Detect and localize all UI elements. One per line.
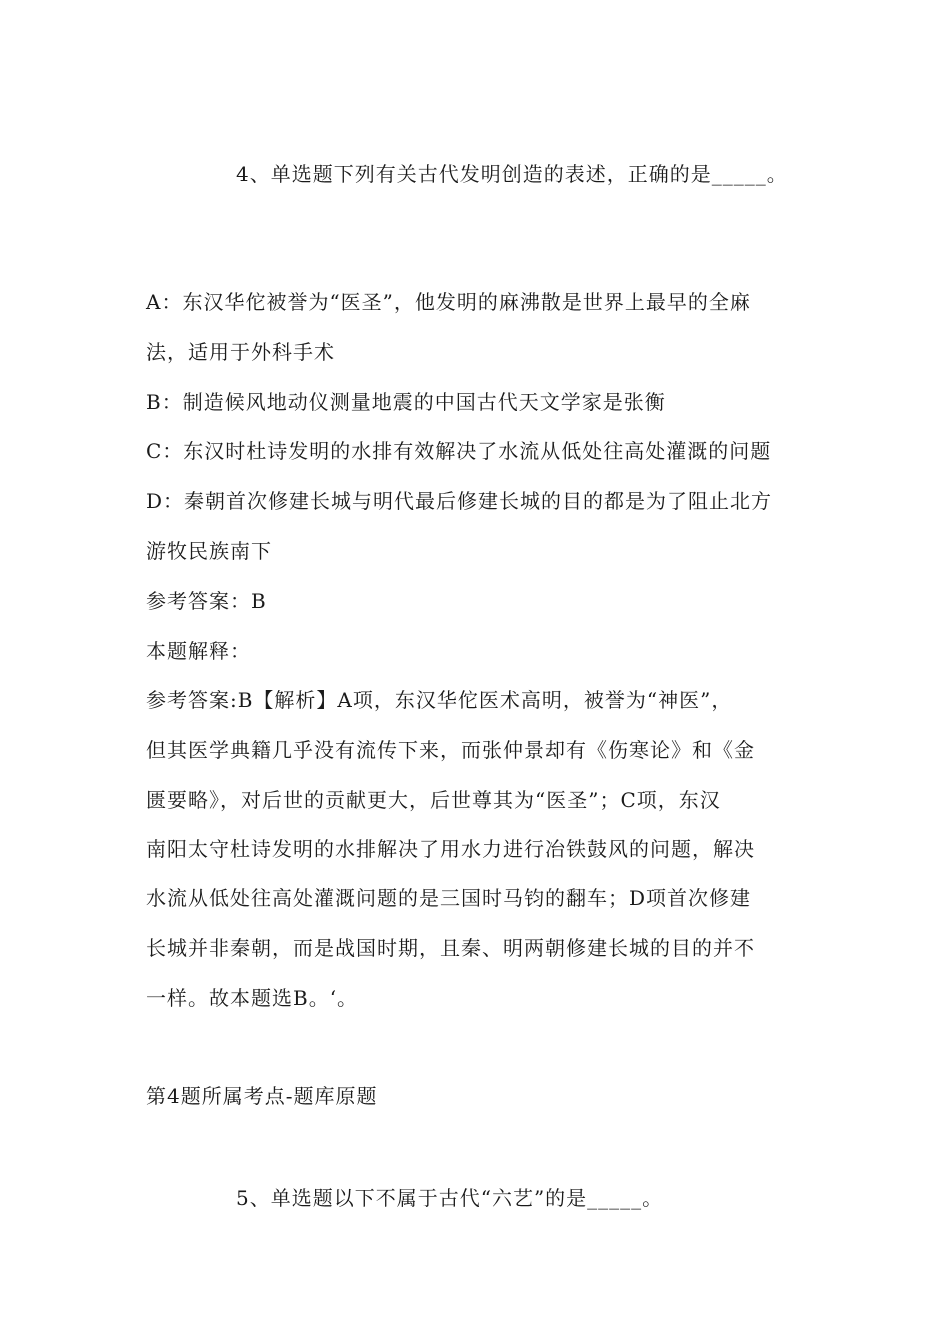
option-a-line-1: A：东汉华佗被誉为“医圣”，他发明的麻沸散是世界上最早的全麻 (146, 290, 751, 314)
option-d-line-2: 游牧民族南下 (146, 539, 272, 563)
option-d-line-1: D：秦朝首次修建长城与明代最后修建长城的目的都是为了阻止北方 (146, 489, 773, 513)
explanation-line-5: 水流从低处往高处灌溉问题的是三国时马钧的翻车；D项首次修建 (146, 886, 752, 910)
option-c: C：东汉时杜诗发明的水排有效解决了水流从低处往高处灌溉的问题 (146, 439, 772, 463)
option-a-line-2: 法，适用于外科手术 (146, 340, 335, 364)
explanation-label: 本题解释： (146, 639, 251, 663)
explanation-line-2: 但其医学典籍几乎没有流传下来，而张仲景却有《伤寒论》和《金 (146, 738, 755, 762)
explanation-line-7: 一样。故本题选B。‘。 (146, 986, 359, 1010)
q4-stem: 4、单选题下列有关古代发明创造的表述，正确的是_____。 (236, 162, 788, 186)
explanation-line-3: 匮要略》，对后世的贡献更大，后世尊其为“医圣”；C项，东汉 (146, 788, 721, 812)
q5-stem: 5、单选题以下不属于古代“六艺”的是_____。 (236, 1186, 664, 1210)
explanation-line-4: 南阳太守杜诗发明的水排解决了用水力进行冶铁鼓风的问题，解决 (146, 837, 755, 861)
topic-label: 第4题所属考点-题库原题 (146, 1084, 378, 1108)
option-b: B：制造候风地动仪测量地震的中国古代天文学家是张衡 (146, 390, 666, 414)
explanation-line-1: 参考答案:B【解析】A项，东汉华佗医术高明，被誉为“神医”， (146, 688, 733, 712)
reference-answer: 参考答案：B (146, 589, 267, 613)
explanation-line-6: 长城并非秦朝，而是战国时期，且秦、明两朝修建长城的目的并不 (146, 936, 755, 960)
